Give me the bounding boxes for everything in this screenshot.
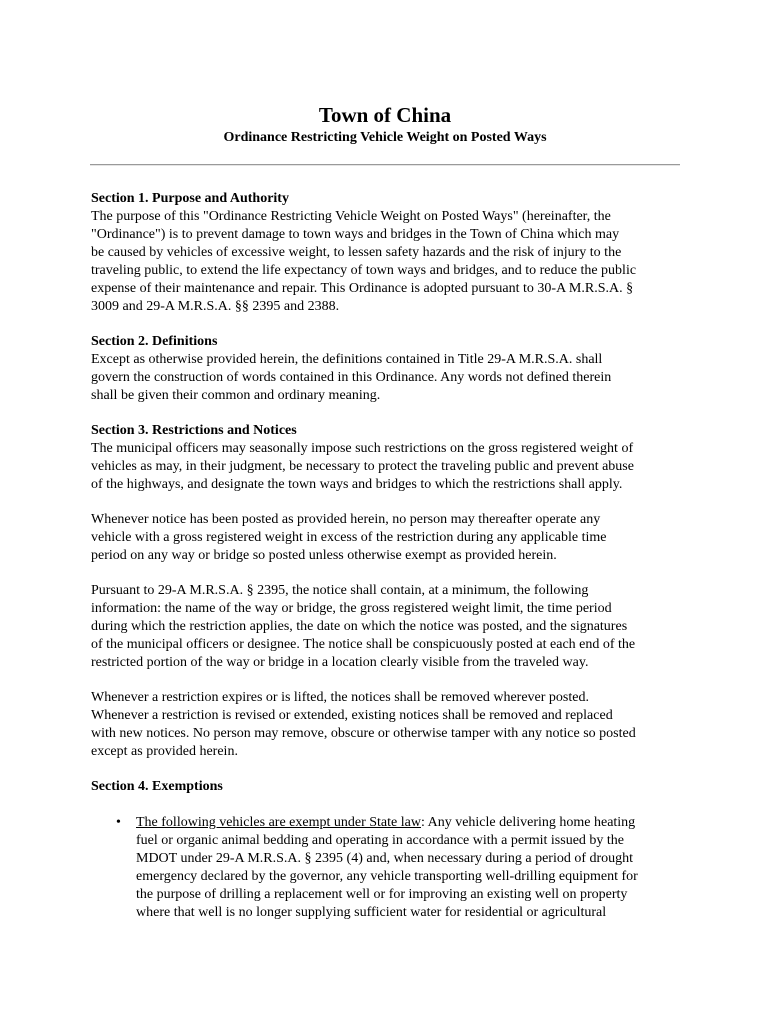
bullet-body-text: : Any vehicle delivering home heating fuel or organic animal bedding and operating in accordance with a permit issued by the MDOT under 29-A M.R.S.A. § 2395 (4) and, when necessary during a period of drought emergency declared by the governor, any vehicle transporting well-drilling equipment for the purpose of drilling a replacement well or for improving an existing well on property where that well is no longer supplying sufficient water for residential or agricultural <box>136 815 638 920</box>
section-heading: Section 4. Exemptions <box>91 779 223 794</box>
paragraph: Whenever notice has been posted as provided herein, no person may thereafter operate any vehicle with a gross registered weight in excess of the restriction during any applicable time period on any way or bridge so posted unless otherwise exempt as provided herein. <box>91 512 607 563</box>
paragraph: The purpose of this "Ordinance Restricting Vehicle Weight on Posted Ways" (hereinafter, the "Ordinance") is to prevent damage to town ways and bridges in the Town of China which may be caused by vehicles of excessive weight, to lessen safety hazards and the risk of injury to the traveling public, to extend the life expectancy of town ways and bridges, and to reduce the public expense of their maintenance and repair. This Ordinance is adopted pursuant to 30-A M.R.S.A. § 3009 and 29-A M.R.S.A. §§ 2395 and 2388. <box>91 209 637 314</box>
paragraph: Whenever a restriction expires or is lifted, the notices shall be removed wherever posted. Whenever a restriction is revised or extended, existing notices shall be removed and replaced with new notices. No person may remove, obscure or otherwise tamper with any notice so posted except as provided herein. <box>91 690 636 759</box>
section-2 <box>91 333 691 405</box>
page-title: Town of China <box>318 103 452 127</box>
section-1 <box>91 190 691 316</box>
bullet-icon: • <box>116 815 121 830</box>
section-heading: Section 1. Purpose and Authority <box>91 191 289 206</box>
section-4 <box>91 778 691 922</box>
document-body <box>91 190 691 922</box>
paragraph: Pursuant to 29-A M.R.S.A. § 2395, the notice shall contain, at a minimum, the following information: the name of the way or bridge, the gross registered weight limit, the time period during which the restriction applies, the date on which the notice was posted, and the signatures of the municipal officers or designee. The notice shall be conspicuously posted at each end of the restricted portion of the way or bridge in a location clearly visible from the traveled way. <box>91 583 636 670</box>
bullet-lead-text: The following vehicles are exempt under State law <box>136 815 421 830</box>
page-subtitle: Ordinance Restricting Vehicle Weight on Posted Ways <box>223 130 547 145</box>
paragraph: The municipal officers may seasonally impose such restrictions on the gross registered weight of vehicles as may, in their judgment, be necessary to protect the traveling public and prevent abuse of the highways, and designate the town ways and bridges to which the restrictions shall apply. <box>91 441 634 492</box>
exemptions-list <box>91 814 691 922</box>
paragraph: Except as otherwise provided herein, the definitions contained in Title 29-A M.R.S.A. shall govern the construction of words contained in this Ordinance. Any words not defined therein shall be given their common and ordinary meaning. <box>91 352 612 403</box>
list-item <box>91 814 691 922</box>
section-heading: Section 3. Restrictions and Notices <box>91 423 297 438</box>
section-3 <box>91 422 691 761</box>
horizontal-divider <box>90 164 680 166</box>
section-heading: Section 2. Definitions <box>91 334 218 349</box>
